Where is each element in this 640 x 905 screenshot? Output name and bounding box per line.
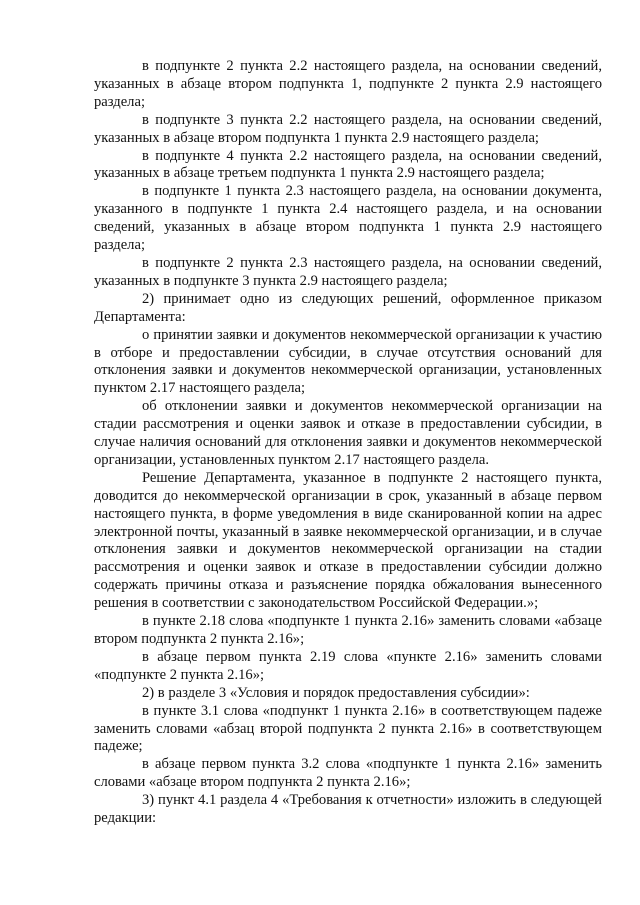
paragraph-4: в подпункте 1 пункта 2.3 настоящего раздела, на основании документа, указанного в подпункте 1 пункта 2.4 настоящего раздела, и на основании сведений, указанных в абзаце втором подпункта 1 пункта 2.9 настоящего раздела; bbox=[94, 183, 602, 254]
paragraph-5: в подпункте 2 пункта 2.3 настоящего раздела, на основании сведений, указанных в подпункте 3 пункта 2.9 настоящего раздела; bbox=[94, 254, 602, 289]
paragraph-6: 2) принимает одно из следующих решений, оформленное приказом Департамента: bbox=[94, 290, 602, 325]
paragraph-13: в пункте 3.1 слова «подпункт 1 пункта 2.16» в соответствующем падеже заменить словами «абзац второй подпункта 2 пункта 2.16» в соответствующем падеже; bbox=[94, 702, 602, 755]
paragraph-1: в подпункте 2 пункта 2.2 настоящего раздела, на основании сведений, указанных в абзаце втором подпункта 1, подпункте 2 пункта 2.9 настоящего раздела; bbox=[94, 58, 602, 110]
paragraph-7: о принятии заявки и документов некоммерческой организации к участию в отборе и предоставлении субсидии, в случае отсутствия оснований для отклонения заявки и документов некоммерческой организации, установленных пунктом 2.17 настоящего раздела; bbox=[94, 326, 602, 397]
paragraph-2: в подпункте 3 пункта 2.2 настоящего раздела, на основании сведений, указанных в абзаце втором подпункта 1 пункта 2.9 настоящего раздела; bbox=[94, 111, 602, 146]
paragraph-15: 3) пункт 4.1 раздела 4 «Требования к отчетности» изложить в следующей редакции: bbox=[94, 792, 602, 827]
document-page bbox=[94, 58, 602, 828]
paragraph-9: Решение Департамента, указанное в подпункте 2 настоящего пункта, доводится до некоммерческой организации в срок, указанный в абзаце первом настоящего пункта, в форме уведомления в виде сканированной копии на адрес электронной почты, указанный в заявке некоммерческой организации, и в случае отклонения заявки и документов некоммерческой организации на стадии рассмотрения и оценки заявок и отказе в предоставлении субсидии должно содержать причины отказа и разъяснение порядка обжалования вынесенного решения в соответствии с законодательством Российской Федерации.»; bbox=[94, 469, 602, 612]
paragraph-3: в подпункте 4 пункта 2.2 настоящего раздела, на основании сведений, указанных в абзаце третьем подпункта 1 пункта 2.9 настоящего раздела; bbox=[94, 147, 602, 182]
paragraph-8: об отклонении заявки и документов некоммерческой организации на стадии рассмотрения и оценки заявок и отказе в предоставлении субсидии, в случае наличия оснований для отклонения заявки и документов некоммерческой организации, установленных пунктом 2.17 настоящего раздела. bbox=[94, 398, 602, 468]
paragraph-14: в абзаце первом пункта 3.2 слова «подпункте 1 пункта 2.16» заменить словами «абзаце втором подпункта 2 пункта 2.16»; bbox=[94, 756, 602, 791]
paragraph-11: в абзаце первом пункта 2.19 слова «пункте 2.16» заменить словами «подпункте 2 пункта 2.16»; bbox=[94, 648, 602, 683]
paragraph-12: 2) в разделе 3 «Условия и порядок предоставления субсидии»: bbox=[142, 684, 530, 701]
paragraph-10: в пункте 2.18 слова «подпункте 1 пункта 2.16» заменить словами «абзаце втором подпункта 2 пункта 2.16»; bbox=[94, 613, 602, 647]
